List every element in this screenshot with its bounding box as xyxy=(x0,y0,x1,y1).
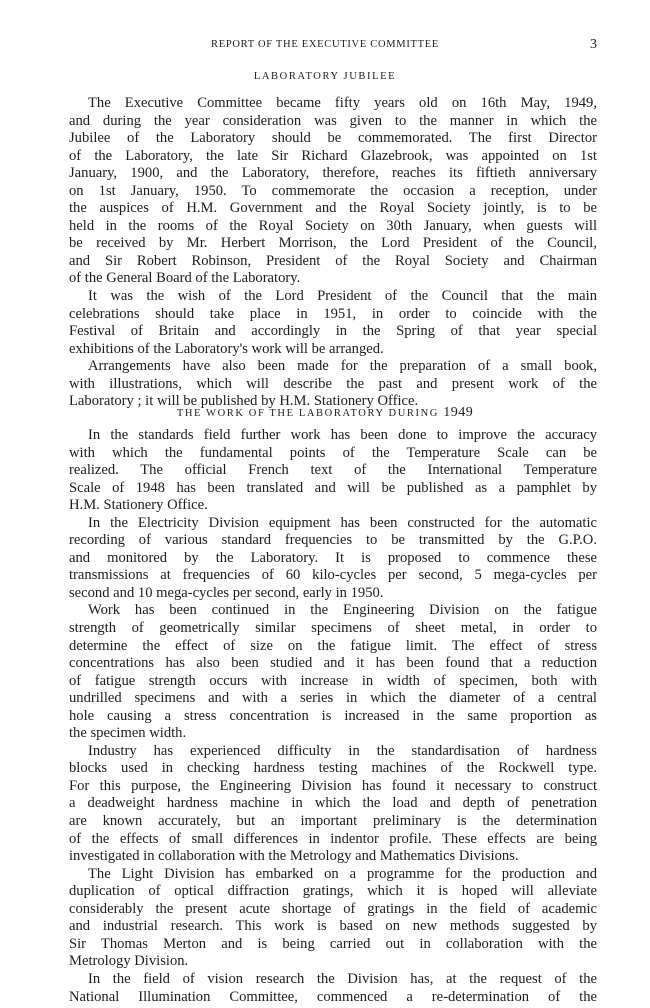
text-line: investigated in collaboration with the Metrology and Mathematics Divisions. xyxy=(69,848,519,865)
text-line: with illustrations, which will describe the past and present work of the xyxy=(69,375,597,392)
text-line: with which the fundamental points of the Temperature Scale can be xyxy=(69,444,597,461)
text-line: Jubilee of the Laboratory should be commemorated. The first Director xyxy=(69,130,597,147)
text-line: celebrations should take place in 1951, in order to coincide with the xyxy=(69,305,597,322)
running-title: REPORT OF THE EXECUTIVE COMMITTEE xyxy=(211,39,439,50)
text-line: It was the wish of the Lord President of the Council that the main xyxy=(88,288,597,305)
text-line: and Sir Robert Robinson, President of the Royal Society and Chairman xyxy=(69,252,597,269)
text-line: hole causing a stress concentration is increased in the same proportion as xyxy=(69,707,597,724)
text-line: blocks used in checking hardness testing machines of the Rockwell type. xyxy=(69,760,597,777)
text-line: second and 10 mega-cycles per second, early in 1950. xyxy=(69,584,384,601)
text-line: on 1st January, 1950. To commemorate the occasion a reception, under xyxy=(69,182,597,199)
section-heading-text: THE WORK OF THE LABORATORY DURING xyxy=(176,408,439,419)
text-line: In the Electricity Division equipment has been constructed for the automatic xyxy=(88,514,597,531)
section-body-jubilee xyxy=(69,95,597,411)
text-line: In the standards field further work has been done to improve the accuracy xyxy=(88,427,597,443)
text-line: exhibitions of the Laboratory's work will be arranged. xyxy=(69,340,384,357)
section-body-work xyxy=(69,427,597,1006)
text-line: National Illumination Committee, commenced a re-determination of the xyxy=(69,988,597,1005)
text-line: Arrangements have also been made for the preparation of a small book, xyxy=(88,358,597,375)
text-line: are known accurately, but an important preliminary is the determination xyxy=(69,813,597,830)
text-line: a deadweight hardness machine in which the load and depth of penetration xyxy=(69,795,597,812)
text-line: duplication of optical diffraction gratings, which it is hoped will alleviate xyxy=(69,883,597,900)
text-line: The Light Division has embarked on a programme for the production and xyxy=(88,865,597,882)
text-line: considerably the present acute shortage of gratings in the field of academic xyxy=(69,900,597,917)
text-line: of the effects of small differences in indentor profile. These effects are being xyxy=(69,830,597,847)
text-line: Sir Thomas Merton and is being carried out in collaboration with the xyxy=(69,935,597,952)
text-line: strength of geometrically similar specimens of sheet metal, in order to xyxy=(69,620,597,637)
section-heading-text: LABORATORY JUBILEE xyxy=(253,71,397,82)
section-heading-work xyxy=(0,405,650,421)
running-head xyxy=(0,37,650,53)
text-line: determine the effect of size on the fatigue limit. The effect of stress xyxy=(69,637,597,654)
text-line: transmissions at frequencies of 60 kilo-cycles per second, 5 mega-cycles per xyxy=(69,567,597,584)
text-line: be received by Mr. Herbert Morrison, the Lord President of the Council, xyxy=(69,235,597,252)
text-line: realized. The official French text of the International Temperature xyxy=(69,462,597,479)
text-line: Laboratory ; it will be published by H.M. Stationery Office. xyxy=(69,393,419,410)
text-line: of fatigue strength occurs with increase in width of specimen, both with xyxy=(69,672,597,689)
text-line: of the General Board of the Laboratory. xyxy=(69,270,301,287)
text-line: the auspices of H.M. Government and the Royal Society jointly, is to be xyxy=(69,200,597,217)
text-line: Scale of 1948 has been translated and will be published as a pamphlet by xyxy=(69,479,597,496)
text-line: Metrology Division. xyxy=(69,953,189,970)
text-line: H.M. Stationery Office. xyxy=(69,497,208,514)
section-heading-year: 1949 xyxy=(443,405,474,420)
text-line: and during the year consideration was given to the manner in which the xyxy=(69,112,597,129)
text-line: Industry has experienced difficulty in the standardisation of hardness xyxy=(88,742,597,759)
text-line: held in the rooms of the Royal Society on 30th January, when guests will xyxy=(69,217,597,234)
text-line: January, 1900, and the Laboratory, therefore, reaches its fiftieth anniversary xyxy=(69,165,597,182)
text-line: undrilled specimens and with a series in which the diameter of a central xyxy=(69,690,597,707)
text-line: recording of various standard frequencies to be transmitted by the G.P.O. xyxy=(69,532,597,549)
text-line: of the Laboratory, the late Sir Richard Glazebrook, was appointed on 1st xyxy=(69,147,597,164)
text-line: Work has been continued in the Engineering Division on the fatigue xyxy=(88,602,597,619)
text-line: The Executive Committee became fifty years old on 16th May, 1949, xyxy=(88,95,597,111)
text-line: For this purpose, the Engineering Division has found it necessary to construct xyxy=(69,777,597,794)
text-line: and monitored by the Laboratory. It is proposed to commence these xyxy=(69,549,597,566)
text-line: Festival of Britain and accordingly in the Spring of that year special xyxy=(69,323,597,340)
text-line: concentrations has also been studied and it has been found that a reduction xyxy=(69,655,597,672)
page-number: 3 xyxy=(590,37,597,52)
text-line: the specimen width. xyxy=(69,725,187,742)
section-heading-jubilee xyxy=(0,71,650,82)
text-line: and industrial research. This work is based on new methods suggested by xyxy=(69,918,597,935)
text-line: In the field of vision research the Division has, at the request of the xyxy=(88,970,597,987)
